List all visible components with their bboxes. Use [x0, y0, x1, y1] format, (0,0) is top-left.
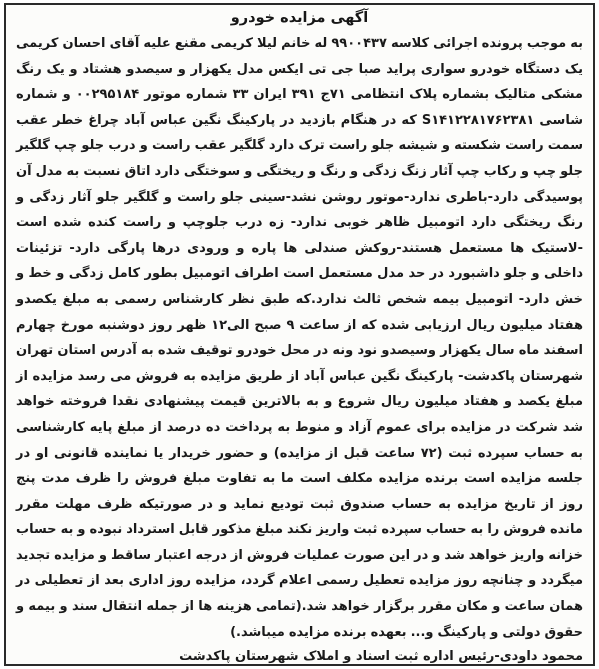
notice-title: آگهی مزایده خودرو [230, 10, 369, 26]
notice-signature: محمود داودی-رئیس اداره ثبت اسناد و املاک شهرستان پاکدشت [179, 649, 583, 665]
notice-frame [4, 3, 595, 666]
notice-body: به موجب پرونده اجرائی کلاسه ۹۹۰۰۴۳۷ له خانم لیلا کریمی مقنع علیه آقای احسان کریمی یک دستگاه خودرو سواری پراید صبا جی تی ایکس مدل یکهزار و سیصدو هشتاد و یک رنگ مشکی متالیک بشماره پلاک انتظامی ۷۱ج ۳۹۱ ایران ۳۳ شماره موتور ۰۰۲۹۵۱۸۴ و شماره شاسی S۱۴۱۲۲۸۱۷۶۲۳۸۱ که در هنگام بازدید در پارکینگ نگین عباس آباد چراغ خطر عقب سمت راست شکسته و شیشه جلو راست ترک دارد گلگیر عقب راست و درب جلو چپ گلگیر جلو چپ و رکاب چپ آثار زنگ زدگی و رنگ و ریختگی و سوختگی دارد اتاق نسبت به مدل آن پوسیدگی دارد-باطری ندارد-موتور روشن نشد-سینی جلو راست و گلگیر جلو آثار زدگی و رنگ ریختگی دارد اتومبیل ظاهر خوبی ندارد- زه درب جلوچپ و راست کنده شده است -لاستیک ها مستعمل هستند-روکش صندلی ها پاره و ورودی درها پارگی دارد- تزئینات داخلی و جلو داشبورد در حد مدل مستعمل است اطراف اتومبیل بطور کامل زدگی و خط و خش دارد- اتومبیل بیمه شخص ثالث ندارد.که طبق نظر کارشناس رسمی به مبلغ یکصدو هفتاد میلیون ریال ارزیابی شده که از ساعت ۹ صبح الی۱۲ ظهر روز دوشنبه مورخ چهارم اسفند ماه سال یکهزار وسیصدو نود ونه در محل خودرو توقیف شده به آدرس استان تهران شهرستان پاکدشت- پارکینگ نگین عباس آباد از طریق مزایده به فروش می رسد مزایده از مبلغ یکصد و هفتاد میلیون ریال شروع و به بالاترین قیمت پیشنهادی نقدا فروخته خواهد شد شرکت در مزایده برای عموم آزاد و منوط به پرداخت ده درصد از مبلغ پایه کارشناسی به حساب سپرده ثبت (۷۲ ساعت قبل از مزایده) و حضور خریدار یا نماینده قانونی او در جلسه مزایده است برنده مزایده مکلف است ما به تفاوت مبلغ فروش را ظرف مدت پنج روز از تاریخ مزایده به حساب صندوق ثبت تودیع نماید و در صورتیکه ظرف مهلت مقرر مانده فروش را به حساب سپرده ثبت واریز نکند مبلغ مذکور قابل استرداد نبوده و به حساب خزانه واریز خواهد شد و در این صورت عملیات فروش از درجه اعتبار ساقط و مزایده تجدید میگردد و چنانچه روز مزایده تعطیل رسمی اعلام گردد، مزایده روز اداری بعد از تعطیلی در همان ساعت و مکان مقرر برگزار خواهد شد.(تمامی هزینه ها از جمله انتقال سند و بیمه و حقوق دولتی و پارکینگ و... بعهده برنده مزایده میباشد.) [16, 36, 584, 640]
